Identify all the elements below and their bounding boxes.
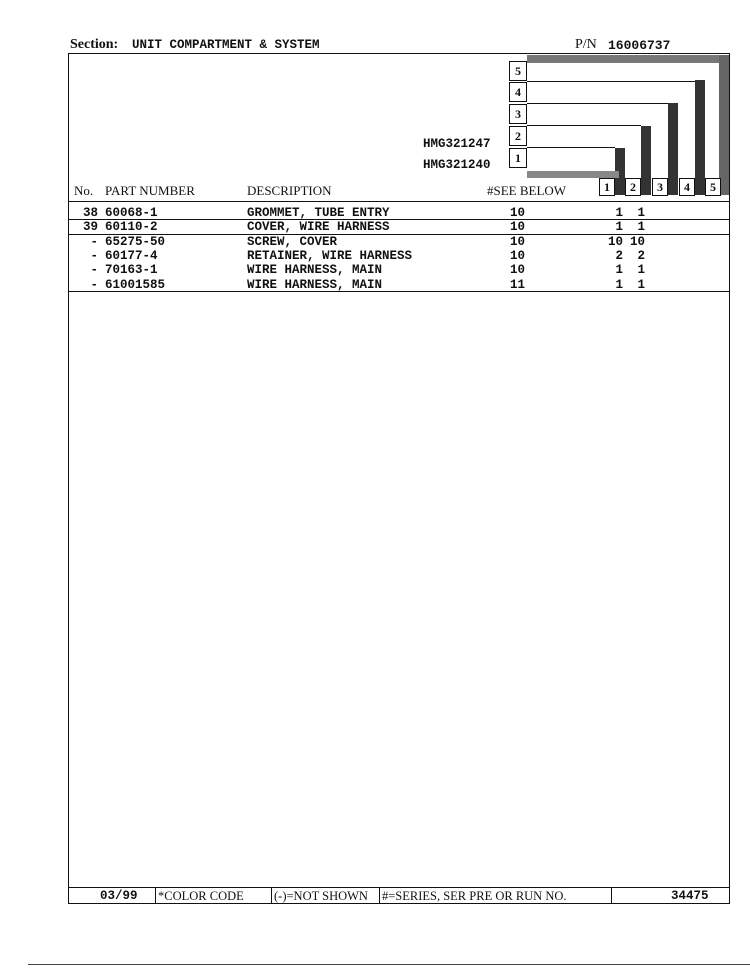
footer-legend <box>68 887 730 904</box>
row-see-below: 10 <box>510 220 526 234</box>
col-header-description: DESCRIPTION <box>247 183 332 198</box>
pn-label: P/N <box>575 37 597 52</box>
footer-not-shown: (-)=NOT SHOWN <box>274 889 368 903</box>
row-see-below: 11 <box>510 278 526 292</box>
series-shade-5 <box>719 55 729 195</box>
row-qty-series-2: 2 <box>637 249 645 263</box>
series-line-1 <box>527 147 615 148</box>
series-line-2 <box>527 125 641 126</box>
series-shade-3 <box>668 103 678 195</box>
model-label-1: HMG321240 <box>423 158 491 172</box>
row-no: - <box>90 235 98 249</box>
series-box-1: 1 <box>509 148 527 168</box>
series-shade-4 <box>695 80 705 195</box>
header-rule <box>69 201 729 202</box>
table-row <box>69 263 729 277</box>
row-qty-series-1: 10 <box>607 235 623 249</box>
row-qty-series-1: 1 <box>615 206 623 220</box>
row-description: SCREW, COVER <box>247 235 338 249</box>
row-description: GROMMET, TUBE ENTRY <box>247 206 390 220</box>
col-header-part-number: PART NUMBER <box>105 183 195 198</box>
footer-page-id: 34475 <box>671 889 709 903</box>
page-bottom-rule <box>28 964 750 965</box>
row-qty-series-1: 1 <box>615 263 623 277</box>
row-part-number: 60110-2 <box>105 220 158 234</box>
series-line-3 <box>527 103 668 104</box>
series-box-2: 2 <box>509 126 527 146</box>
row-no: 38 <box>82 206 98 220</box>
row-no: - <box>90 278 98 292</box>
row-see-below: 10 <box>510 263 526 277</box>
col-header-see-below: #SEE BELOW <box>487 183 567 198</box>
footer-divider <box>155 888 156 904</box>
series-box-5: 5 <box>509 61 527 81</box>
row-description: COVER, WIRE HARNESS <box>247 220 390 234</box>
footer-divider <box>271 888 272 904</box>
series-shade-2 <box>641 126 651 195</box>
footer-series-note: #=SERIES, SER PRE OR RUN NO. <box>382 889 567 903</box>
table-row <box>69 235 729 249</box>
series-col-1: 1 <box>599 178 615 196</box>
series-col-2: 2 <box>625 178 641 196</box>
series-col-4: 4 <box>679 178 695 196</box>
row-part-number: 65275-50 <box>105 235 166 249</box>
row-no: - <box>90 263 98 277</box>
series-shade-bottom <box>527 171 619 178</box>
row-qty-series-1: 1 <box>615 220 623 234</box>
table-row <box>69 249 729 263</box>
footer-date: 03/99 <box>100 889 138 903</box>
row-qty-series-2: 1 <box>637 278 645 292</box>
section-label: Section: <box>70 37 119 52</box>
row-see-below: 10 <box>510 206 526 220</box>
col-header-no: No. <box>74 183 94 198</box>
table-row <box>69 220 729 234</box>
pn-value: 16006737 <box>608 38 671 53</box>
series-line-4 <box>527 81 695 82</box>
row-qty-series-1: 2 <box>615 249 623 263</box>
row-description: WIRE HARNESS, MAIN <box>247 263 383 277</box>
row-no: - <box>90 249 98 263</box>
table-row <box>69 278 729 292</box>
series-shade-top <box>527 55 729 63</box>
section-value: UNIT COMPARTMENT & SYSTEM <box>132 38 320 52</box>
row-part-number: 70163-1 <box>105 263 158 277</box>
series-col-3: 3 <box>652 178 668 196</box>
row-qty-series-2: 10 <box>629 235 645 249</box>
series-col-5: 5 <box>705 178 721 196</box>
row-no: 39 <box>82 220 98 234</box>
series-box-3: 3 <box>509 104 527 124</box>
row-qty-series-2: 1 <box>637 220 645 234</box>
footer-divider <box>379 888 380 904</box>
row-qty-series-2: 1 <box>637 206 645 220</box>
row-see-below: 10 <box>510 235 526 249</box>
footer-color-code: *COLOR CODE <box>158 889 244 903</box>
model-label-2: HMG321247 <box>423 137 491 151</box>
table-row <box>69 206 729 220</box>
row-qty-series-1: 1 <box>615 278 623 292</box>
row-see-below: 10 <box>510 249 526 263</box>
row-part-number: 61001585 <box>105 278 166 292</box>
row-qty-series-2: 1 <box>637 263 645 277</box>
row-part-number: 60068-1 <box>105 206 158 220</box>
row-part-number: 60177-4 <box>105 249 158 263</box>
footer-divider <box>611 888 612 904</box>
row-description: RETAINER, WIRE HARNESS <box>247 249 413 263</box>
row-description: WIRE HARNESS, MAIN <box>247 278 383 292</box>
series-box-4: 4 <box>509 82 527 102</box>
